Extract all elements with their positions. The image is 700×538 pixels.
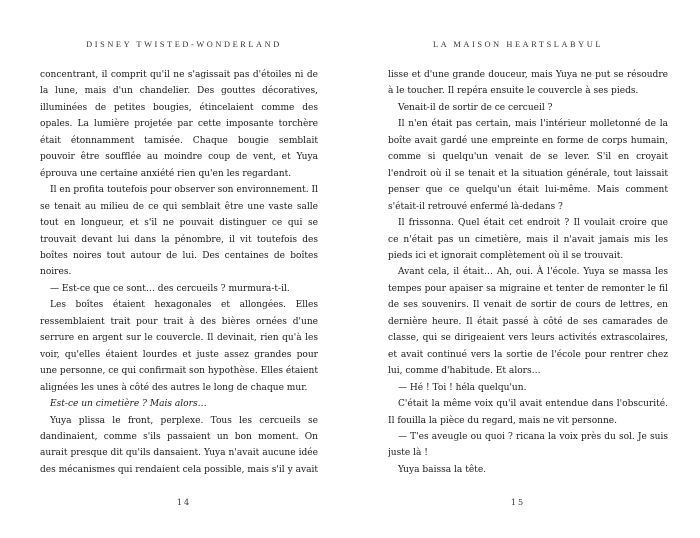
paragraph: Yuya plissa le front, perplexe. Tous les cercueils se dandinaient, comme s'ils passaient un bon moment. On aurait presque dit qu'ils dansaient. Yuya n'avait aucune idée des mécanismes qui rendaient cela possible, mais s'il y avait bbox=[40, 415, 318, 475]
paragraph: — Est-ce que ce sont… des cercueils ? murmura-t-il. bbox=[50, 283, 290, 294]
right-page bbox=[350, 0, 700, 538]
paragraph-italic: Est-ce un cimetière ? Mais alors… bbox=[50, 399, 207, 410]
paragraph: Il n'en était pas certain, mais l'intérieur molletonné de la boîte avait gardé une empreinte en forme de corps humain, comme si quelqu'un venait de se lever. S'il en croyait l'endroit où il se tenait et la situation générale, tout laissait penser que ce quelqu'un était lui-même. Mais comment s'était-il retrouvé enfermé là-dedans ? bbox=[388, 119, 668, 212]
page-number-right: 15 bbox=[510, 498, 526, 507]
paragraph: Yuya baissa la tête. bbox=[398, 464, 487, 475]
paragraph: Il frissonna. Quel était cet endroit ? Il voulait croire que ce n'était pas un cimetière, mais il n'avait jamais mis les pieds ici et ignorait complètement où il se trouvait. bbox=[388, 218, 668, 261]
right-page-body bbox=[388, 67, 668, 477]
page-number-left: 14 bbox=[176, 498, 192, 507]
left-page-body bbox=[40, 67, 318, 477]
running-head-right: LA MAISON HEARTSLABYUL bbox=[432, 40, 604, 49]
paragraph: Venait-il de sortir de ce cercueil ? bbox=[398, 102, 553, 113]
paragraph: C'était la même voix qu'il avait entendue dans l'obscurité. Il fouilla la pièce du regard, mais ne vit personne. bbox=[388, 399, 668, 426]
paragraph: Les boîtes étaient hexagonales et allongées. Elles ressemblaient trait pour trait à des bières ornées d'une serrure en argent sur le couvercle. Il devinait, rien qu'à les voir, qu'elles étaient lourdes et juste assez grandes pour une personne, ce qui confirmait son hypothèse. Elles étaient alignées les unes à côté des autres le long de chaque mur. bbox=[40, 300, 318, 393]
paragraph: Avant cela, il était… Ah, oui. À l'école. Yuya se massa les tempes pour apaiser sa migraine et tenter de remonter le fil de ses souvenirs. Il venait de sortir de cours de lettres, en dernière heure. Il était passé à côté de ses camarades de classe, qui se dirigeaient vers leurs activités extrascolaires, et avait continué vers la sortie de l'école pour rentrer chez lui, comme d'habitude. Et alors… bbox=[388, 267, 668, 377]
paragraph: — T'es aveugle ou quoi ? ricana la voix près du sol. Je suis juste là ! bbox=[388, 431, 668, 459]
paragraph: — Hé ! Toi ! héla quelqu'un. bbox=[398, 382, 527, 393]
paragraph: Il en profita toutefois pour observer son environnement. Il se tenait au milieu de ce qui semblait être une vaste salle tout en longueur, et s'il ne pouvait distinguer ce qui se trouvait devant lui dans la pénombre, il vit toutefois des boîtes noires tout autour de lui. Des centaines de boîtes noires. bbox=[40, 185, 318, 278]
paragraph: lisse et d'une grande douceur, mais Yuya ne put se résoudre à le toucher. Il repéra ensuite le couvercle à ses pieds. bbox=[388, 70, 668, 97]
paragraph: concentrant, il comprit qu'il ne s'agissait pas d'étoiles ni de la lune, mais d'un chandelier. Des gouttes décoratives, illuminées de petites bougies, étincelaient comme des opales. La lumière projetée par cette imposante torchère était étonnamment tamisée. Chaque bougie semblait pouvoir être soufflée au moindre coup de vent, et Yuya éprouva une certaine anxiété rien qu'en les regardant. bbox=[40, 70, 318, 179]
running-head-left: DISNEY TWISTED-WONDERLAND bbox=[86, 40, 282, 49]
